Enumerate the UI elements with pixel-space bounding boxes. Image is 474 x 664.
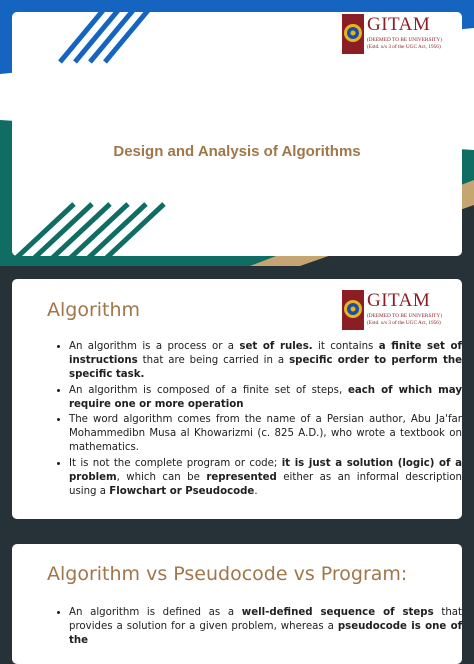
- gitam-seal-icon: [342, 290, 364, 330]
- bullet-emphasis: Flowchart or Pseudocode: [109, 486, 255, 498]
- logo-name: GITAM: [367, 14, 431, 35]
- bullet-text: .: [254, 486, 258, 498]
- logo-subtitle: [367, 313, 442, 326]
- bullet-emphasis: it is just a solution (logic) of a problem: [69, 457, 462, 483]
- algorithm-slide: [0, 270, 474, 528]
- bullet-emphasis: pseudocode is one of the: [69, 621, 462, 647]
- bullet-list: [47, 606, 462, 650]
- bullet-item: [69, 384, 462, 412]
- comparison-slide-card: [12, 544, 462, 664]
- logo-subtitle-line: (DEEMED TO BE UNIVERSITY): [367, 313, 442, 319]
- bullet-text: An algorithm is a process or a: [69, 341, 240, 352]
- gitam-seal-icon: [342, 14, 364, 54]
- logo-subtitle: [367, 37, 442, 50]
- logo-name: GITAM: [367, 290, 431, 311]
- bullet-emphasis: specific order to perform the specific task.: [69, 355, 462, 381]
- algorithm-slide-card: [12, 279, 462, 519]
- bullet-text: either as an informal description using a: [69, 471, 462, 498]
- bullet-text: An algorithm is defined as a: [69, 607, 242, 618]
- bullet-emphasis: represented: [206, 471, 277, 483]
- bullet-text: that are being carried in a: [137, 355, 290, 367]
- title-slide-card: [12, 12, 462, 256]
- bullet-text: that provides a solution for a given problem, whereas a: [69, 607, 463, 633]
- gitam-logo: [342, 14, 442, 58]
- bullet-text: it contains: [312, 341, 379, 352]
- bullet-emphasis: well-defined sequence of steps: [241, 607, 434, 618]
- slide-heading: Algorithm vs Pseudocode vs Program:: [47, 563, 408, 585]
- bullet-item: [69, 606, 462, 649]
- logo-subtitle-line: (DEEMED TO BE UNIVERSITY): [367, 37, 442, 43]
- bullet-list: [47, 340, 462, 500]
- bullet-item: [69, 457, 462, 500]
- logo-est-line: (Estd. u/s 3 of the UGC Act, 1956): [367, 319, 441, 326]
- bullet-item: [69, 413, 462, 456]
- bullet-text: , which can be: [116, 471, 207, 483]
- logo-est-line: (Estd. u/s 3 of the UGC Act, 1956): [367, 43, 441, 50]
- bullet-text: An algorithm is composed of a finite set of steps,: [69, 384, 348, 396]
- bullet-item: [69, 340, 462, 383]
- gitam-logo: [342, 290, 442, 334]
- slide-heading: Algorithm: [47, 299, 141, 321]
- title-slide: [0, 0, 474, 266]
- bullet-text: It is not the complete program or code;: [69, 457, 282, 469]
- bullet-emphasis: a finite set of instructions: [69, 341, 462, 367]
- page-title: Design and Analysis of Algorithms: [113, 143, 361, 160]
- bullet-emphasis: set of rules.: [239, 341, 313, 352]
- bullet-emphasis: each of which may require one or more operation: [69, 384, 462, 410]
- bullet-text: The word algorithm comes from the name of a Persian author, Abu Ja'far Mohammedibn Musa al Khowarizmi (c. 825 A.D.), who wrote a textbook on mathematics.: [69, 414, 462, 454]
- comparison-slide: [0, 536, 474, 647]
